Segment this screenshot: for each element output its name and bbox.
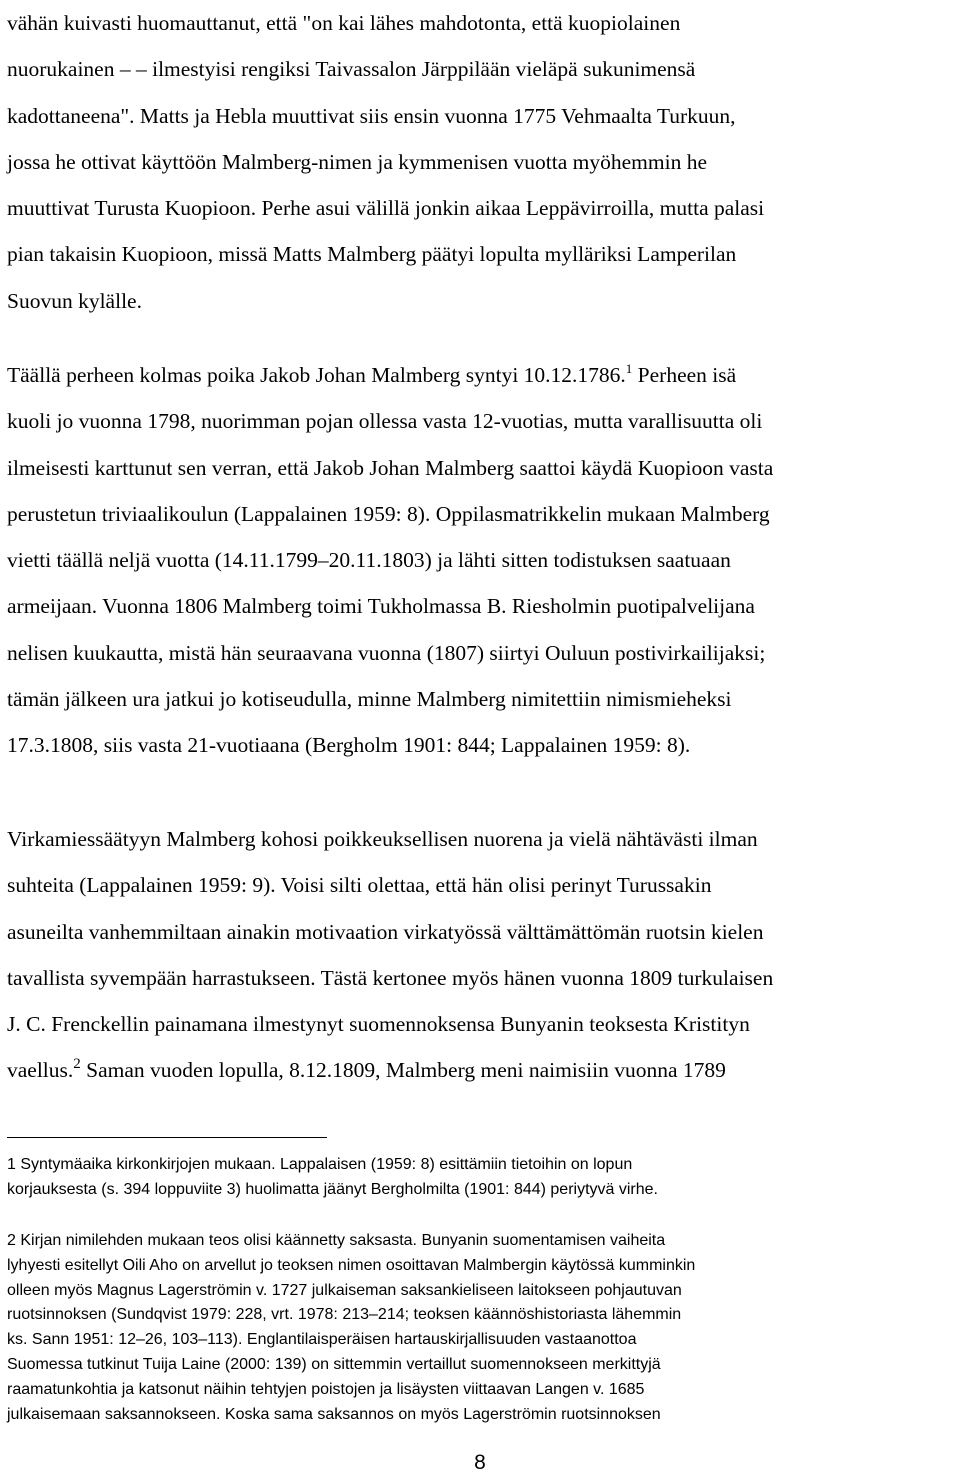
- text-line: vähän kuivasti huomauttanut, että "on kai lähes mahdotonta, että kuopiolainen: [7, 11, 681, 35]
- paragraph-3: [7, 816, 953, 1094]
- footnote-line: Suomessa tutkinut Tuija Laine (2000: 139) on sittemmin vertaillut suomennokseen merkittyjä: [7, 1355, 661, 1373]
- footnote-line: lyhyesti esitellyt Oili Aho on arvellut jo teoksen nimen osoittavan Malmbergin käytössä kumminkin: [7, 1256, 696, 1274]
- text-line: Virkamiessäätyyn Malmberg kohosi poikkeuksellisen nuorena ja vielä nähtävästi ilman: [7, 827, 758, 851]
- text-line: tavallista syvempään harrastukseen. Tästä kertonee myös hänen vuonna 1809 turkulaisen: [7, 965, 774, 990]
- text-line: [7, 352, 953, 398]
- page-number: 8: [474, 1451, 486, 1474]
- text-line: tämän jälkeen ura jatkui jo kotiseudulla, minne Malmberg nimitettiin nimismieheksi: [7, 687, 732, 712]
- footnote-line: 1 Syntymäaika kirkonkirjojen mukaan. Lappalaisen (1959: 8) esittämiin tietoihin on lopun: [7, 1156, 633, 1173]
- text-line: [7, 1047, 953, 1093]
- text-line: ilmeisesti karttunut sen verran, että Jakob Johan Malmberg saattoi käydä Kuopioon vasta: [7, 455, 774, 480]
- text-run: Täällä perheen kolmas poika Jakob Johan Malmberg syntyi 10.12.1786.: [7, 363, 626, 387]
- text-line: pian takaisin Kuopioon, missä Matts Malmberg päätyi lopulta mylläriksi Lamperilan: [7, 242, 737, 267]
- text-line: kadottaneena". Matts ja Hebla muuttivat siis ensin vuonna 1775 Vehmaalta Turkuun,: [7, 103, 736, 128]
- footnote-line: korjauksesta (s. 394 loppuviite 3) huolimatta jäänyt Bergholmilta (1901: 844) periytyvä virhe.: [7, 1180, 658, 1198]
- footnote-line: raamatunkohtia ja katsonut näihin tehtyjen poistojen ja lisäysten viittaavan Langen v. 1685: [7, 1380, 645, 1398]
- text-run: vaellus.: [7, 1058, 74, 1083]
- text-line: suhteita (Lappalainen 1959: 9). Voisi silti olettaa, että hän olisi perinyt Turussakin: [7, 873, 712, 898]
- footnote-line: 2 Kirjan nimilehden mukaan teos olisi käännetty saksasta. Bunyanin suomentamisen vaiheita: [7, 1232, 666, 1249]
- paragraph-1: [7, 0, 953, 324]
- text-line: 17.3.1808, siis vasta 21-vuotiaana (Bergholm 1901: 844; Lappalainen 1959: 8).: [7, 733, 691, 758]
- text-line: J. C. Frenckellin painamana ilmestynyt suomennoksensa Bunyanin teoksesta Kristityn: [7, 1012, 750, 1037]
- text-line: jossa he ottivat käyttöön Malmberg-nimen ja kymmenisen vuotta myöhemmin he: [7, 149, 708, 174]
- text-line: muuttivat Turusta Kuopioon. Perhe asui välillä jonkin aikaa Leppävirroilla, mutta palasi: [7, 196, 765, 221]
- footnote-separator: [7, 1137, 327, 1138]
- footnote-reference: 1: [625, 361, 633, 376]
- text-line: nuorukainen – – ilmestyisi rengiksi Taivassalon Järppilään vieläpä sukunimensä: [7, 57, 696, 82]
- text-run: Saman vuoden lopulla, 8.12.1809, Malmberg meni naimisiin vuonna 1789: [80, 1058, 726, 1083]
- footnote-line: ruotsinnoksen (Sundqvist 1979: 228, vrt. 1978: 213–214; teoksen käännöshistoriasta lähemmin: [7, 1306, 682, 1324]
- text-line: armeijaan. Vuonna 1806 Malmberg toimi Tukholmassa B. Riesholmin puotipalvelijana: [7, 594, 755, 619]
- footnote-reference: 2: [73, 1056, 81, 1073]
- paragraph-2: [7, 352, 953, 769]
- text-line: nelisen kuukautta, mistä hän seuraavana vuonna (1807) siirtyi Ouluun postivirkailijaksi;: [7, 640, 766, 665]
- text-run: Perheen isä: [632, 363, 737, 387]
- text-line: vietti täällä neljä vuotta (14.11.1799–20.11.1803) ja lähti sitten todistuksen saatuaan: [7, 548, 731, 573]
- footnote-line: olleen myös Magnus Lagerströmin v. 1727 julkaiseman saksankieliseen laitokseen pohjautuvan: [7, 1281, 682, 1299]
- footnote-2: [7, 1229, 957, 1427]
- text-line: kuoli jo vuonna 1798, nuorimman pojan ollessa vasta 12-vuotias, mutta varallisuutta oli: [7, 409, 763, 434]
- footnote-line: ks. Sann 1951: 12–26, 103–113). Englantilaisperäisen hartauskirjallisuuden vastaanottoa: [7, 1331, 637, 1349]
- footnote-line: julkaisemaan saksannokseen. Koska sama saksannos on myös Lagerströmin ruotsinnoksen: [7, 1405, 661, 1423]
- text-line: perustetun triviaalikoulun (Lappalainen 1959: 8). Oppilasmatrikkelin mukaan Malmberg: [7, 501, 770, 526]
- footnote-1: [7, 1153, 957, 1203]
- text-line: Suovun kylälle.: [7, 288, 142, 313]
- text-line: asuneilta vanhemmiltaan ainakin motivaation virkatyössä välttämättömän ruotsin kielen: [7, 919, 764, 944]
